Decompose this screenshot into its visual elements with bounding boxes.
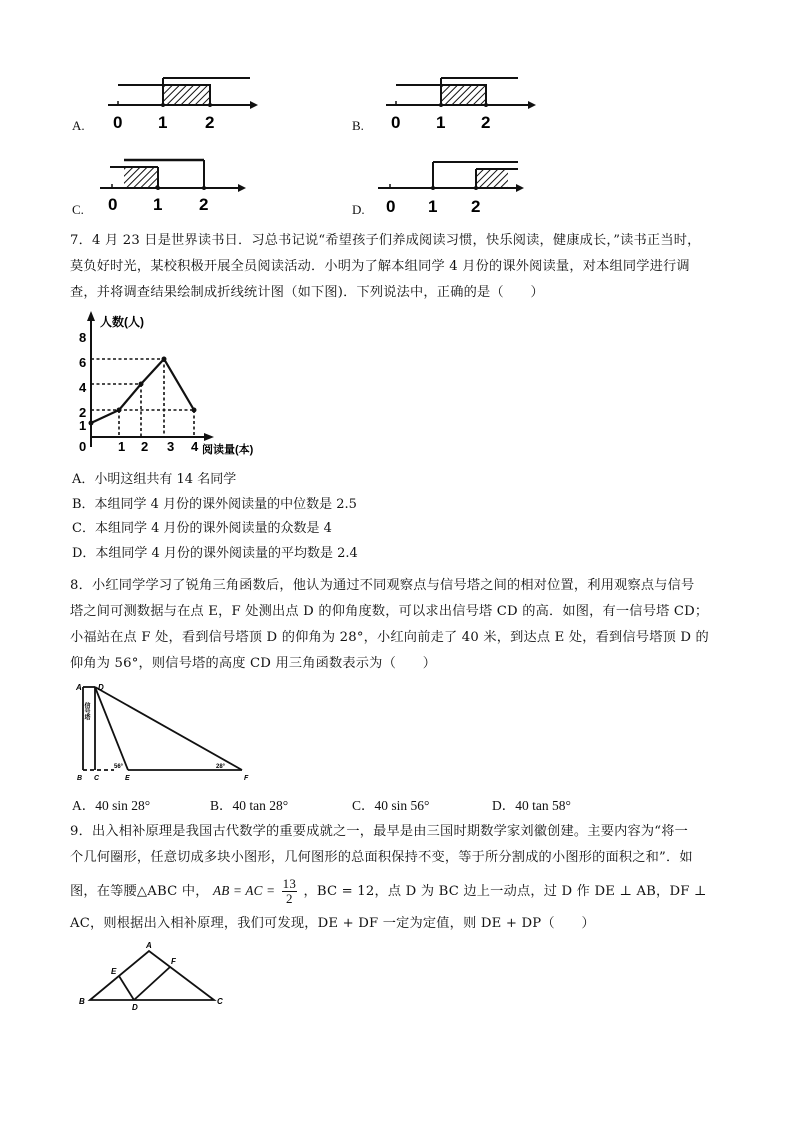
svg-text:28°: 28° <box>216 764 226 770</box>
signal-tower-figure <box>74 678 259 783</box>
svg-text:2: 2 <box>79 405 87 420</box>
svg-text:6: 6 <box>79 355 87 370</box>
number-line-figure-b <box>378 72 538 134</box>
question-8-line-3: 小福站在点 F 处，看到信号塔顶 D 的仰角为 28°，小红向前走了 40 米，到达点 E 处，看到信号塔顶 D 的 <box>70 630 709 645</box>
question-9-stem <box>70 819 707 937</box>
number-line-figure-d <box>376 156 536 218</box>
svg-text:E: E <box>111 967 117 976</box>
number-line-figure-c <box>96 154 256 216</box>
reading-line-chart <box>74 307 264 460</box>
isosceles-triangle-figure <box>76 938 236 1010</box>
svg-text:D: D <box>98 683 104 692</box>
question-7-stem <box>70 228 700 306</box>
question-9-line-3: 图，在等腰△ABC 中， AB = AC = $\frac{13}{2}$ ，BC = 12，点 D 为 BC 边上一动点，过 D 作 DE ⊥ AB，DF ⊥ <box>70 876 707 906</box>
svg-text:1: 1 <box>79 418 87 433</box>
svg-text:人数(人): 人数(人) <box>100 315 144 329</box>
question-8-line-2: 塔之间可测数据与在点 E，F 处测出点 D 的仰角度数，可以求出信号塔 CD 的高．如图，有一信号塔 CD； <box>70 604 709 619</box>
svg-text:3: 3 <box>167 439 175 454</box>
svg-text:A: A <box>146 941 152 950</box>
option-a-label[interactable]: A. <box>72 118 85 133</box>
option-d-label[interactable]: D. <box>352 202 365 217</box>
svg-text:B: B <box>77 775 83 782</box>
svg-text:1: 1 <box>158 113 168 132</box>
svg-text:2: 2 <box>481 113 491 132</box>
svg-text:阅读量(本): 阅读量(本) <box>202 444 254 456</box>
question-7-option-a[interactable]: A．小明这组共有 14 名同学 <box>72 472 237 487</box>
question-7-line-1: 7．4 月 23 日是世界读书日．习总书记说“希望孩子们养成阅读习惯，快乐阅读，健康成长，”读书正当时， <box>70 233 701 248</box>
svg-text:0: 0 <box>113 113 123 132</box>
question-7-option-d[interactable]: D．本组同学 4 月份的课外阅读量的平均数是 2.4 <box>72 545 358 561</box>
svg-text:D: D <box>132 1003 138 1010</box>
svg-text:B: B <box>79 997 85 1006</box>
svg-text:56°: 56° <box>114 764 124 770</box>
fraction-13-over-2: $\frac{13}{2}$ <box>282 876 297 906</box>
svg-text:0: 0 <box>386 197 396 216</box>
svg-text:2: 2 <box>141 439 149 454</box>
svg-text:2: 2 <box>471 197 481 216</box>
question-8-option-a[interactable]: A．40 sin 28° <box>72 798 151 813</box>
svg-text:8: 8 <box>79 330 87 345</box>
question-7-options <box>72 468 358 566</box>
svg-text:1: 1 <box>118 439 126 454</box>
option-b-label[interactable]: B. <box>352 118 364 133</box>
question-7-option-c[interactable]: C．本组同学 4 月份的课外阅读量的众数是 4 <box>72 521 332 536</box>
question-7-option-b[interactable]: B．本组同学 4 月份的课外阅读量的中位数是 2.5 <box>72 496 357 512</box>
svg-text:1: 1 <box>436 113 446 132</box>
svg-text:0: 0 <box>79 439 87 454</box>
question-8-option-c[interactable]: C．40 sin 56° <box>352 798 430 813</box>
svg-text:C: C <box>94 775 100 782</box>
question-8-option-b[interactable]: B．40 tan 28° <box>210 798 289 813</box>
svg-text:A: A <box>76 683 82 692</box>
question-8-line-4: 仰角为 56°，则信号塔的高度 CD 用三角函数表示为（ ） <box>70 656 437 671</box>
svg-text:4: 4 <box>79 380 87 395</box>
svg-text:信号塔: 信号塔 <box>83 702 89 720</box>
svg-text:0: 0 <box>108 195 118 214</box>
svg-text:1: 1 <box>153 195 163 214</box>
svg-text:1: 1 <box>428 197 438 216</box>
svg-text:E: E <box>125 775 130 782</box>
question-8-line-1: 8．小红同学学习了锐角三角函数后，他认为通过不同观察点与信号塔之间的相对位置，利用观察点与信号 <box>70 578 695 593</box>
option-c-label[interactable]: C. <box>72 202 84 217</box>
question-9-line-2: 个几何圈形，任意切成多块小图形，几何图形的总面积保持不变，等于所分割成的小图形的面积之和”．如 <box>70 850 693 865</box>
question-8-option-d[interactable]: D．40 tan 58° <box>492 798 571 813</box>
question-9-line-1: 9．出入相补原理是我国古代数学的重要成就之一，最早是由三国时期数学家刘徽创建。主要内容为“将一 <box>70 824 688 839</box>
question-9-line-4: AC，则根据出入相补原理，我们可发现，DE + DF 一定为定值，则 DE + DP（ ） <box>70 916 595 931</box>
svg-text:2: 2 <box>205 113 215 132</box>
question-7-line-2: 莫负好时光，某校积极开展全员阅读活动．小明为了解本组同学 4 月份的课外阅读量，对本组同学进行调 <box>70 259 690 274</box>
svg-text:F: F <box>244 775 249 782</box>
question-8-stem <box>70 573 709 677</box>
svg-text:0: 0 <box>391 113 401 132</box>
svg-text:C: C <box>217 997 223 1006</box>
svg-text:F: F <box>171 957 176 966</box>
number-line-figure-a <box>100 72 260 134</box>
svg-text:2: 2 <box>199 195 209 214</box>
question-7-line-3: 查，并将调查结果绘制成折线统计图（如下图)．下列说法中，正确的是（ ） <box>70 285 544 300</box>
svg-text:4: 4 <box>191 439 199 454</box>
